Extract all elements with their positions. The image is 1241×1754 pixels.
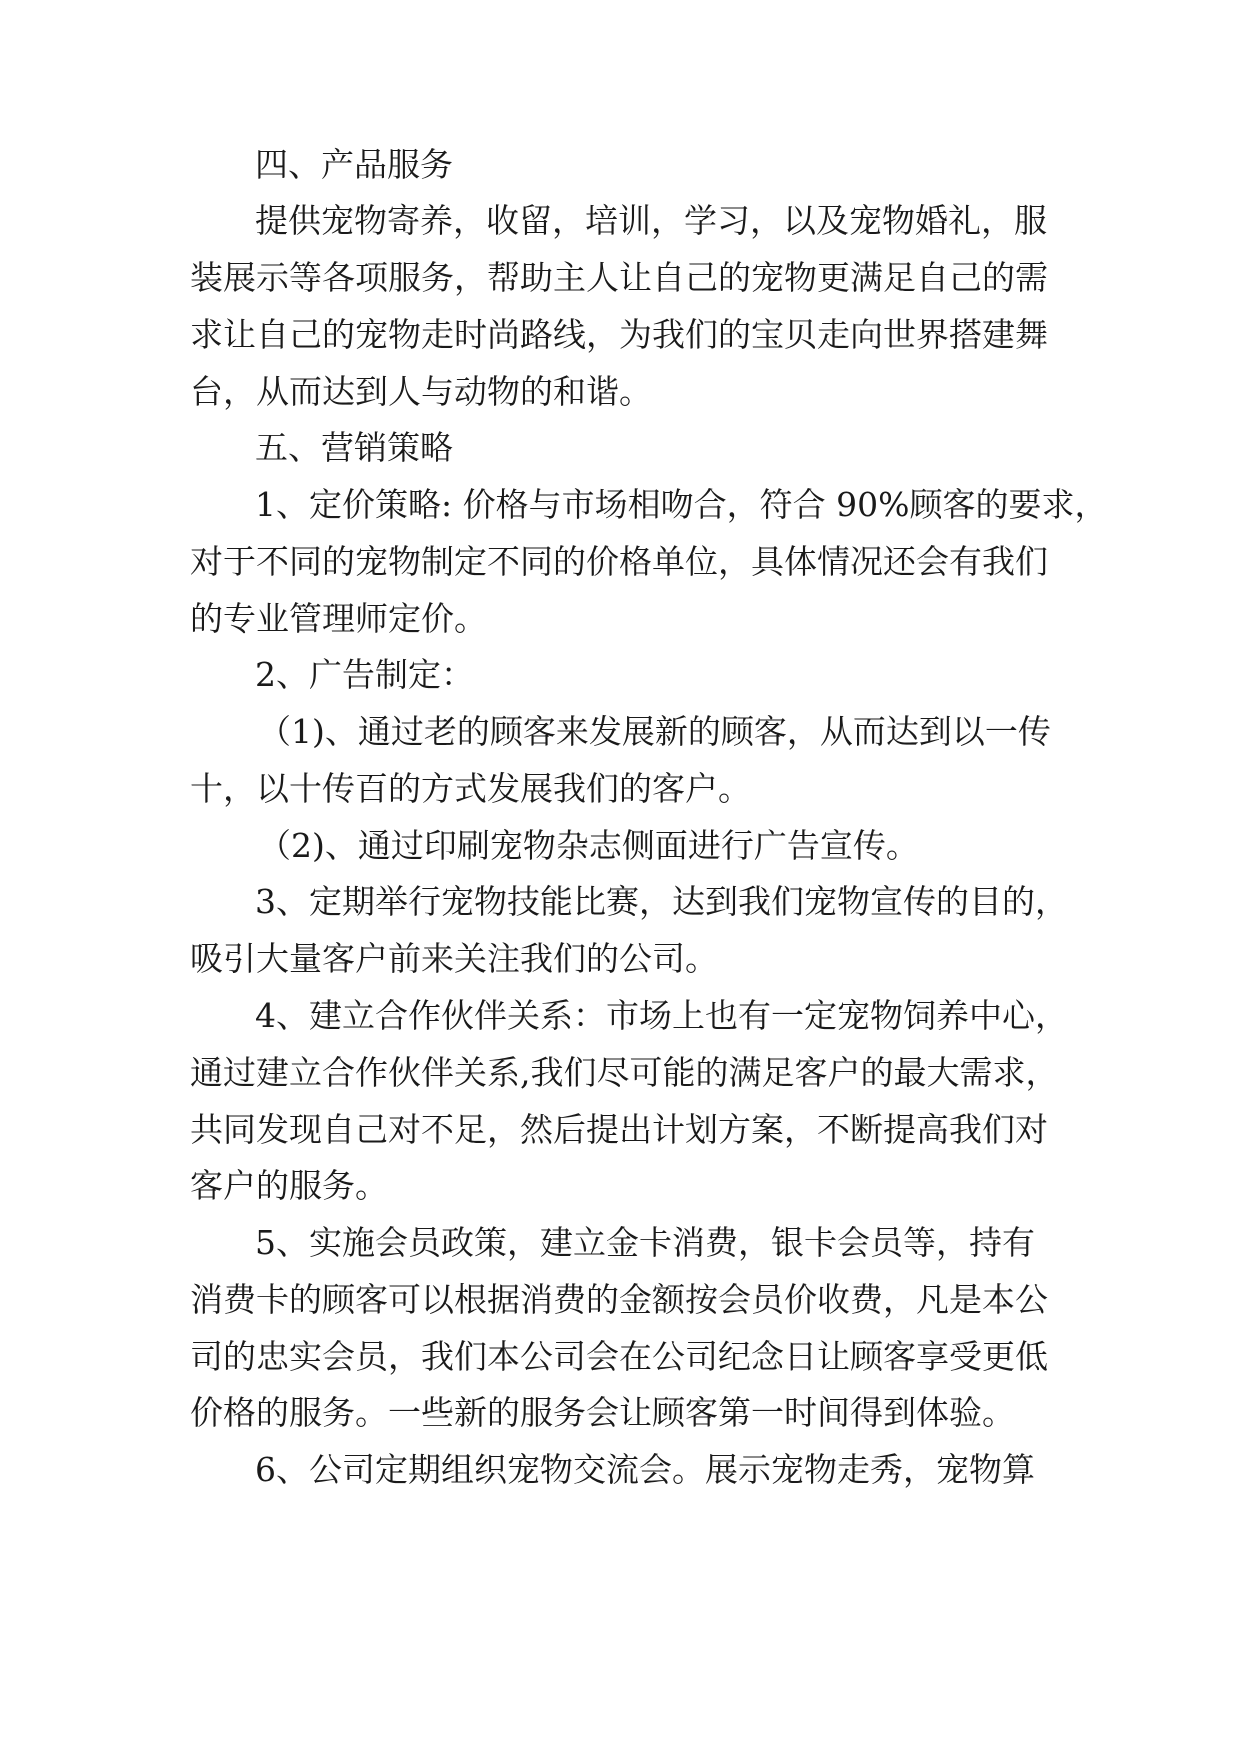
paragraph-line: 台，从而达到人与动物的和谐。	[190, 372, 652, 411]
paragraph-line: 4、建立合作伙伴关系：市场上也有一定宠物饲养中心，	[255, 996, 1068, 1035]
section-heading-marketing-strategy: 五、营销策略	[255, 428, 453, 467]
paragraph-line: 求让自己的宠物走时尚路线，为我们的宝贝走向世界搭建舞	[190, 315, 1048, 354]
paragraph-line: 6、公司定期组织宠物交流会。展示宠物走秀，宠物算	[255, 1450, 1035, 1489]
paragraph-line: 的专业管理师定价。	[190, 599, 487, 638]
paragraph-line: 3、定期举行宠物技能比赛，达到我们宠物宣传的目的，	[255, 882, 1068, 921]
paragraph-line: 吸引大量客户前来关注我们的公司。	[190, 939, 718, 978]
paragraph-line: 通过建立合作伙伴关系,我们尽可能的满足客户的最大需求，	[190, 1053, 1059, 1092]
paragraph-line: 消费卡的顾客可以根据消费的金额按会员价收费，凡是本公	[190, 1280, 1048, 1319]
paragraph-line: （2)、通过印刷宠物杂志侧面进行广告宣传。	[258, 826, 919, 865]
paragraph-line: 客户的服务。	[190, 1166, 388, 1205]
paragraph-line: 共同发现自己对不足，然后提出计划方案，不断提高我们对	[190, 1110, 1048, 1149]
paragraph-line: 1、定价策略: 价格与市场相吻合，符合 90%顾客的要求，	[255, 485, 1108, 524]
paragraph-line: 装展示等各项服务，帮助主人让自己的宠物更满足自己的需	[190, 258, 1048, 297]
paragraph-line: 价格的服务。一些新的服务会让顾客第一时间得到体验。	[190, 1393, 1015, 1432]
paragraph-line: （1)、通过老的顾客来发展新的顾客，从而达到以一传	[258, 712, 1051, 751]
paragraph-line: 2、广告制定：	[255, 655, 474, 694]
paragraph-line: 对于不同的宠物制定不同的价格单位，具体情况还会有我们	[190, 542, 1048, 581]
paragraph-line: 5、实施会员政策，建立金卡消费，银卡会员等，持有	[255, 1223, 1035, 1262]
paragraph-line: 十，以十传百的方式发展我们的客户。	[190, 769, 751, 808]
paragraph-line: 提供宠物寄养，收留，培训，学习，以及宠物婚礼，服	[255, 201, 1047, 240]
paragraph-line: 司的忠实会员，我们本公司会在公司纪念日让顾客享受更低	[190, 1337, 1048, 1376]
section-heading-product-service: 四、产品服务	[255, 145, 453, 184]
